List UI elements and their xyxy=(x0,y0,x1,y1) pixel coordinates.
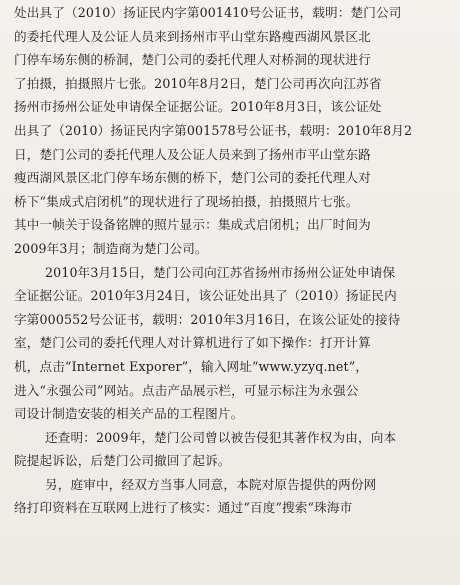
paragraph-1-line-7: 日，楚门公司的委托代理人及公证人员来到了扬州市平山堂东路 xyxy=(14,146,371,162)
paragraph-1-line-2: 的委托代理人及公证人员来到扬州市平山堂东路瘦西湖风景区北 xyxy=(14,28,371,44)
paragraph-2-line-2: 全证据公证。2010年3月24日，该公证处出具了（2010）扬证民内 xyxy=(14,288,397,304)
paragraph-2-line-6: 进入“永强公司”网站。点击产品展示栏，可显示标注为永强公 xyxy=(14,382,359,398)
paragraph-1-line-1: 处出具了（2010）扬证民内字第001410号公证书，载明：楚门公司 xyxy=(14,5,402,20)
paragraph-2-line-4: 室，楚门公司的委托代理人对计算机进行了如下操作：打开计算 xyxy=(14,335,371,351)
paragraph-2-line-5: 机，点击“Internet Exporer”，输入网址“www.yzyq.net”， xyxy=(14,358,369,374)
paragraph-1-line-4: 了拍摄，拍摄照片七张。2010年8月2日，楚门公司再次向江苏省 xyxy=(14,75,382,91)
paragraph-1-line-10: 其中一帧关于设备铭牌的照片显示：集成式启闭机；出厂时间为 xyxy=(14,217,371,233)
paragraph-4-line-2: 络打印资料在互联网上进行了核实：通过“百度”搜索“珠海市 xyxy=(14,500,353,516)
paragraph-4-line-1: 另，庭审中，经双方当事人同意，本院对原告提供的两份网 xyxy=(45,476,377,492)
paragraph-1-line-5: 扬州市扬州公证处申请保全证据公证。2010年8月3日，该公证处 xyxy=(14,99,382,115)
paragraph-1-line-9: 桥下“集成式启闭机”的现状进行了现场拍摄，拍摄照片七张。 xyxy=(14,193,359,209)
paragraph-1-line-6: 出具了（2010）扬证民内字第001578号公证书，载明：2010年8月2 xyxy=(14,122,413,138)
paragraph-1-line-11: 2009年3月；制造商为楚门公司。 xyxy=(14,240,208,256)
paragraph-2-line-7: 司设计制造安装的相关产品的工程图片。 xyxy=(14,406,244,422)
paragraph-3-line-1: 还查明：2009年，楚门公司曾以被告侵犯其著作权为由，向本 xyxy=(45,429,397,445)
paragraph-2-line-3: 字第000552号公证书，载明：2010年3月16日，在该公证处的接待 xyxy=(14,311,401,327)
paragraph-1-line-3: 门停车场东侧的桥洞，楚门公司的委托代理人对桥洞的现状进行 xyxy=(14,52,371,68)
document-body xyxy=(14,1,448,520)
paragraph-3-line-2: 院提起诉讼，后楚门公司撤回了起诉。 xyxy=(14,453,231,469)
paragraph-2-line-1: 2010年3月15日，楚门公司向江苏省扬州市扬州公证处申请保 xyxy=(45,264,396,280)
paragraph-1-line-8: 瘦西湖风景区北门停车场东侧的桥下，楚门公司的委托代理人对 xyxy=(14,170,371,186)
